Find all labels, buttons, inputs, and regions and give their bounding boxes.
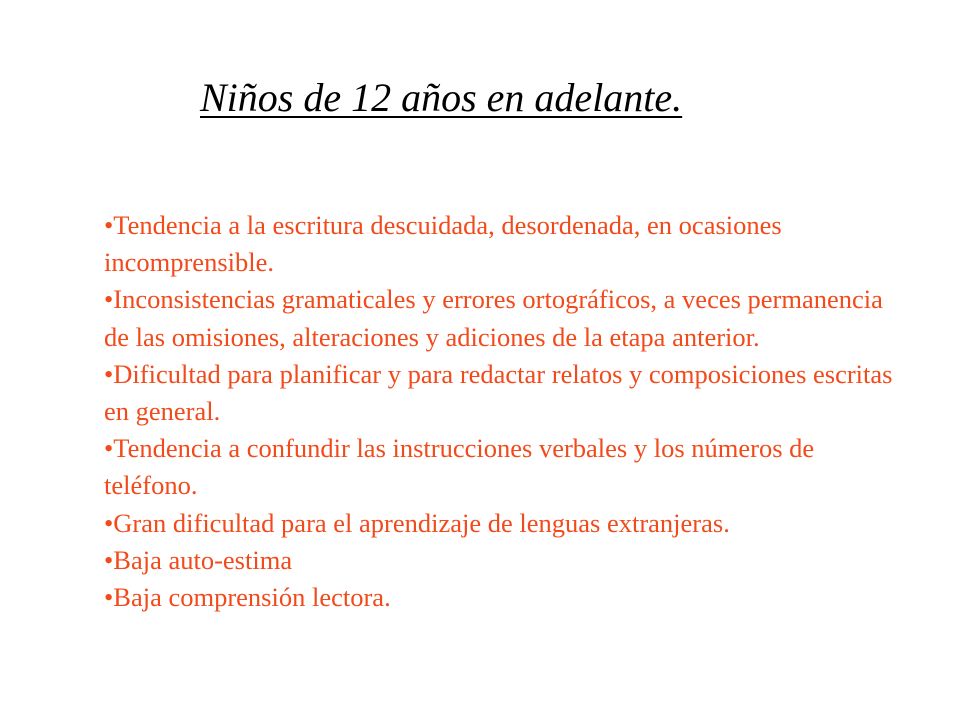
list-item-text: Gran dificultad para el aprendizaje de lenguas extranjeras. (113, 507, 730, 538)
bullet-marker: • (104, 544, 114, 575)
list-item-text: Baja auto-estima (113, 544, 293, 575)
slide-title: Niños de 12 años en adelante. (200, 75, 683, 120)
list-item (104, 542, 894, 579)
list-item (104, 505, 894, 542)
list-item (104, 430, 894, 504)
list-item (104, 356, 894, 430)
bullet-marker: • (104, 284, 114, 315)
bullet-marker: • (104, 358, 114, 389)
list-item (104, 281, 894, 355)
list-item-text: Baja comprensión lectora. (113, 582, 391, 613)
bullet-marker: • (104, 433, 114, 464)
bullet-list (104, 207, 894, 616)
bullet-marker: • (104, 210, 114, 240)
list-item-text: Tendencia a la escritura descuidada, desordenada, en ocasiones incomprensible. (104, 210, 782, 278)
list-item (104, 207, 894, 281)
list-item-text: Tendencia a confundir las instrucciones verbales y los números de teléfono. (104, 433, 815, 501)
bullet-marker: • (104, 582, 114, 613)
list-item-text: Dificultad para planificar y para redactar relatos y composiciones escritas en general. (104, 358, 893, 427)
list-item-text: Inconsistencias gramaticales y errores ortográficos, a veces permanencia de las omisiones, alteraciones y adiciones de la etapa anterior. (104, 284, 883, 352)
bullet-marker: • (104, 507, 114, 538)
list-item (104, 579, 894, 616)
